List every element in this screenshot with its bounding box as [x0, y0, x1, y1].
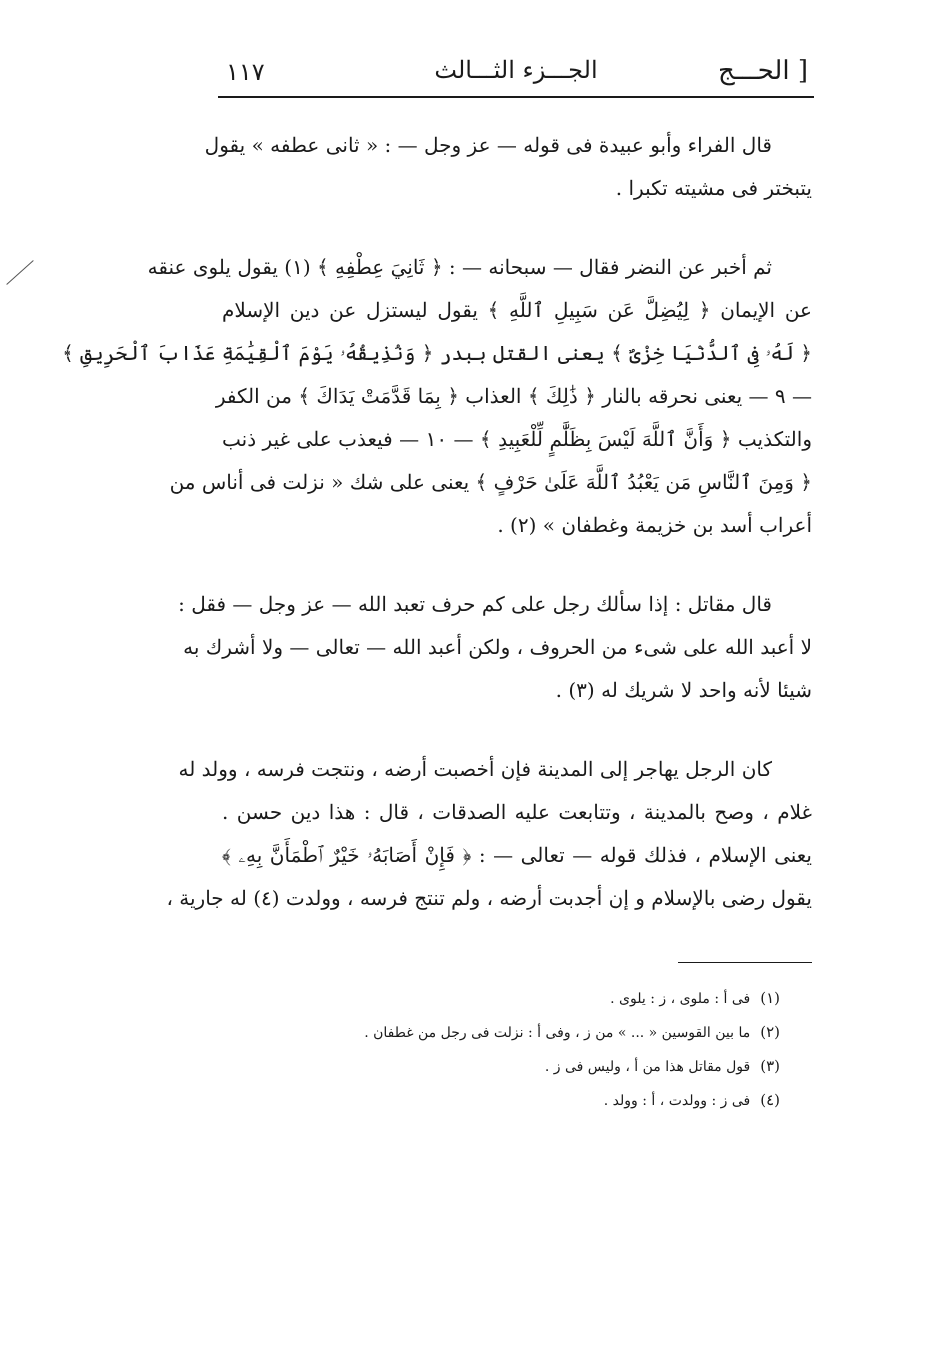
footnote-number: (٤) — [760, 1091, 780, 1109]
text-line: — ٩ — يعنى نحرقه بالنار ﴿ ذَٰلِكَ ﴾ العذاب ﴿ بِمَا قَدَّمَتْ يَدَاكَ ﴾ من الكفر — [215, 384, 812, 408]
footnote-item — [300, 1088, 780, 1122]
paragraph-1 — [204, 124, 812, 210]
paragraph-2 — [62, 246, 812, 547]
text-line: يقول رضى بالإسلام و إن أجدبت أرضه ، ولم تنتج فرسه ، وولدت (٤) له جارية ، — [166, 886, 812, 910]
text-line: لا أعبد الله على شىء من الحروف ، ولكن أعبد الله — تعالى — ولا أشرك به — [183, 635, 812, 659]
text-line: قال مقاتل : إذا سألك رجل على كم حرف تعبد الله — عز وجل — فقل : — [178, 592, 772, 616]
footnote-text: ما بين القوسين « ... » من ز ، وفى أ : نزلت فى رجل من غطفان . — [364, 1025, 751, 1041]
footnote-text: قول مقاتل هذا من أ ، وليس فى ز . — [544, 1059, 751, 1075]
page-header — [220, 52, 812, 92]
footnote-number: (١) — [760, 989, 780, 1007]
paragraph-4 — [166, 748, 812, 920]
footnote-text: فى ز : وولدت ، أ : وولد . — [603, 1093, 751, 1109]
text-line: قال الفراء وأبو عبيدة فى قوله — عز وجل — : « ثانى عطفه » يقول — [204, 133, 772, 157]
text-line: ثم أخبر عن النضر فقال — سبحانه — : ﴿ ثَانِيَ عِطْفِهِ ﴾ (١) يقول يلوى عنقه — [147, 255, 772, 279]
margin-pencil-mark — [6, 260, 33, 285]
footnote-number: (٢) — [760, 1023, 780, 1041]
text-line: شيئا لأنه واحد لا شريك له (٣) . — [555, 678, 812, 702]
text-line: غلام ، وصح بالمدينة ، وتتابعت عليه الصدقات ، قال : هذا دين حسن . — [222, 800, 812, 824]
page-number: ١١٧ — [226, 58, 265, 86]
footnote-item — [300, 986, 780, 1020]
text-line: أعراب أسد بن خزيمة وغطفان » (٢) . — [497, 513, 812, 537]
text-line: ﴿ وَمِنَ ٱلنَّاسِ مَن يَعْبُدُ ٱللَّهَ عَلَىٰ حَرْفٍ ﴾ يعنى على شك « نزلت فى أناس من — [169, 470, 812, 494]
text-line: يعنى الإسلام ، فذلك قوله — تعالى — : ﴿ فَإِنْ أَصَابَهُۥ خَيْرٌ ٱطْمَأَنَّ بِهِۦ ﴾ — [222, 843, 812, 867]
surah-name: الحـــج ] — [718, 56, 808, 86]
page-body — [62, 124, 812, 956]
text-line: يتبختر فى مشيته تكبرا . — [615, 176, 812, 200]
text-line: عن الإيمان ﴿ لِيُضِلَّ عَن سَبِيلِ ٱللَّهِ ﴾ يقول ليستزل عن دين الإسلام — [222, 298, 812, 322]
footnotes — [300, 986, 780, 1122]
footnote-item — [300, 1054, 780, 1088]
footnote-number: (٣) — [760, 1057, 780, 1075]
footnote-text: فى أ : ملوى ، ز : يلوى . — [610, 991, 751, 1007]
paragraph-3 — [178, 583, 812, 712]
text-line: والتكذيب ﴿ وَأَنَّ ٱللَّهَ لَيْسَ بِظَلَّٰمٍ لِّلْعَبِيدِ ﴾ — ١٠ — فيعذب على غير ذنب — [222, 427, 812, 451]
footnote-item — [300, 1020, 780, 1054]
part-title: الجـــزء الثـــالث — [434, 56, 598, 84]
text-line: ﴿ لَهُۥ فِى ٱلدُّنْيَا خِزْىٌ ﴾ يعنى القتل ببدر ﴿ وَنُذِيقُهُۥ يَوْمَ ٱلْقِيَٰمَةِ عَذَابَ ٱلْحَرِيقِ ﴾ — [62, 341, 812, 365]
text-line: كان الرجل يهاجر إلى المدينة فإن أخصبت أرضه ، ونتجت فرسه ، وولد له — [178, 757, 772, 781]
footnote-rule — [678, 962, 812, 963]
header-rule — [218, 96, 814, 98]
